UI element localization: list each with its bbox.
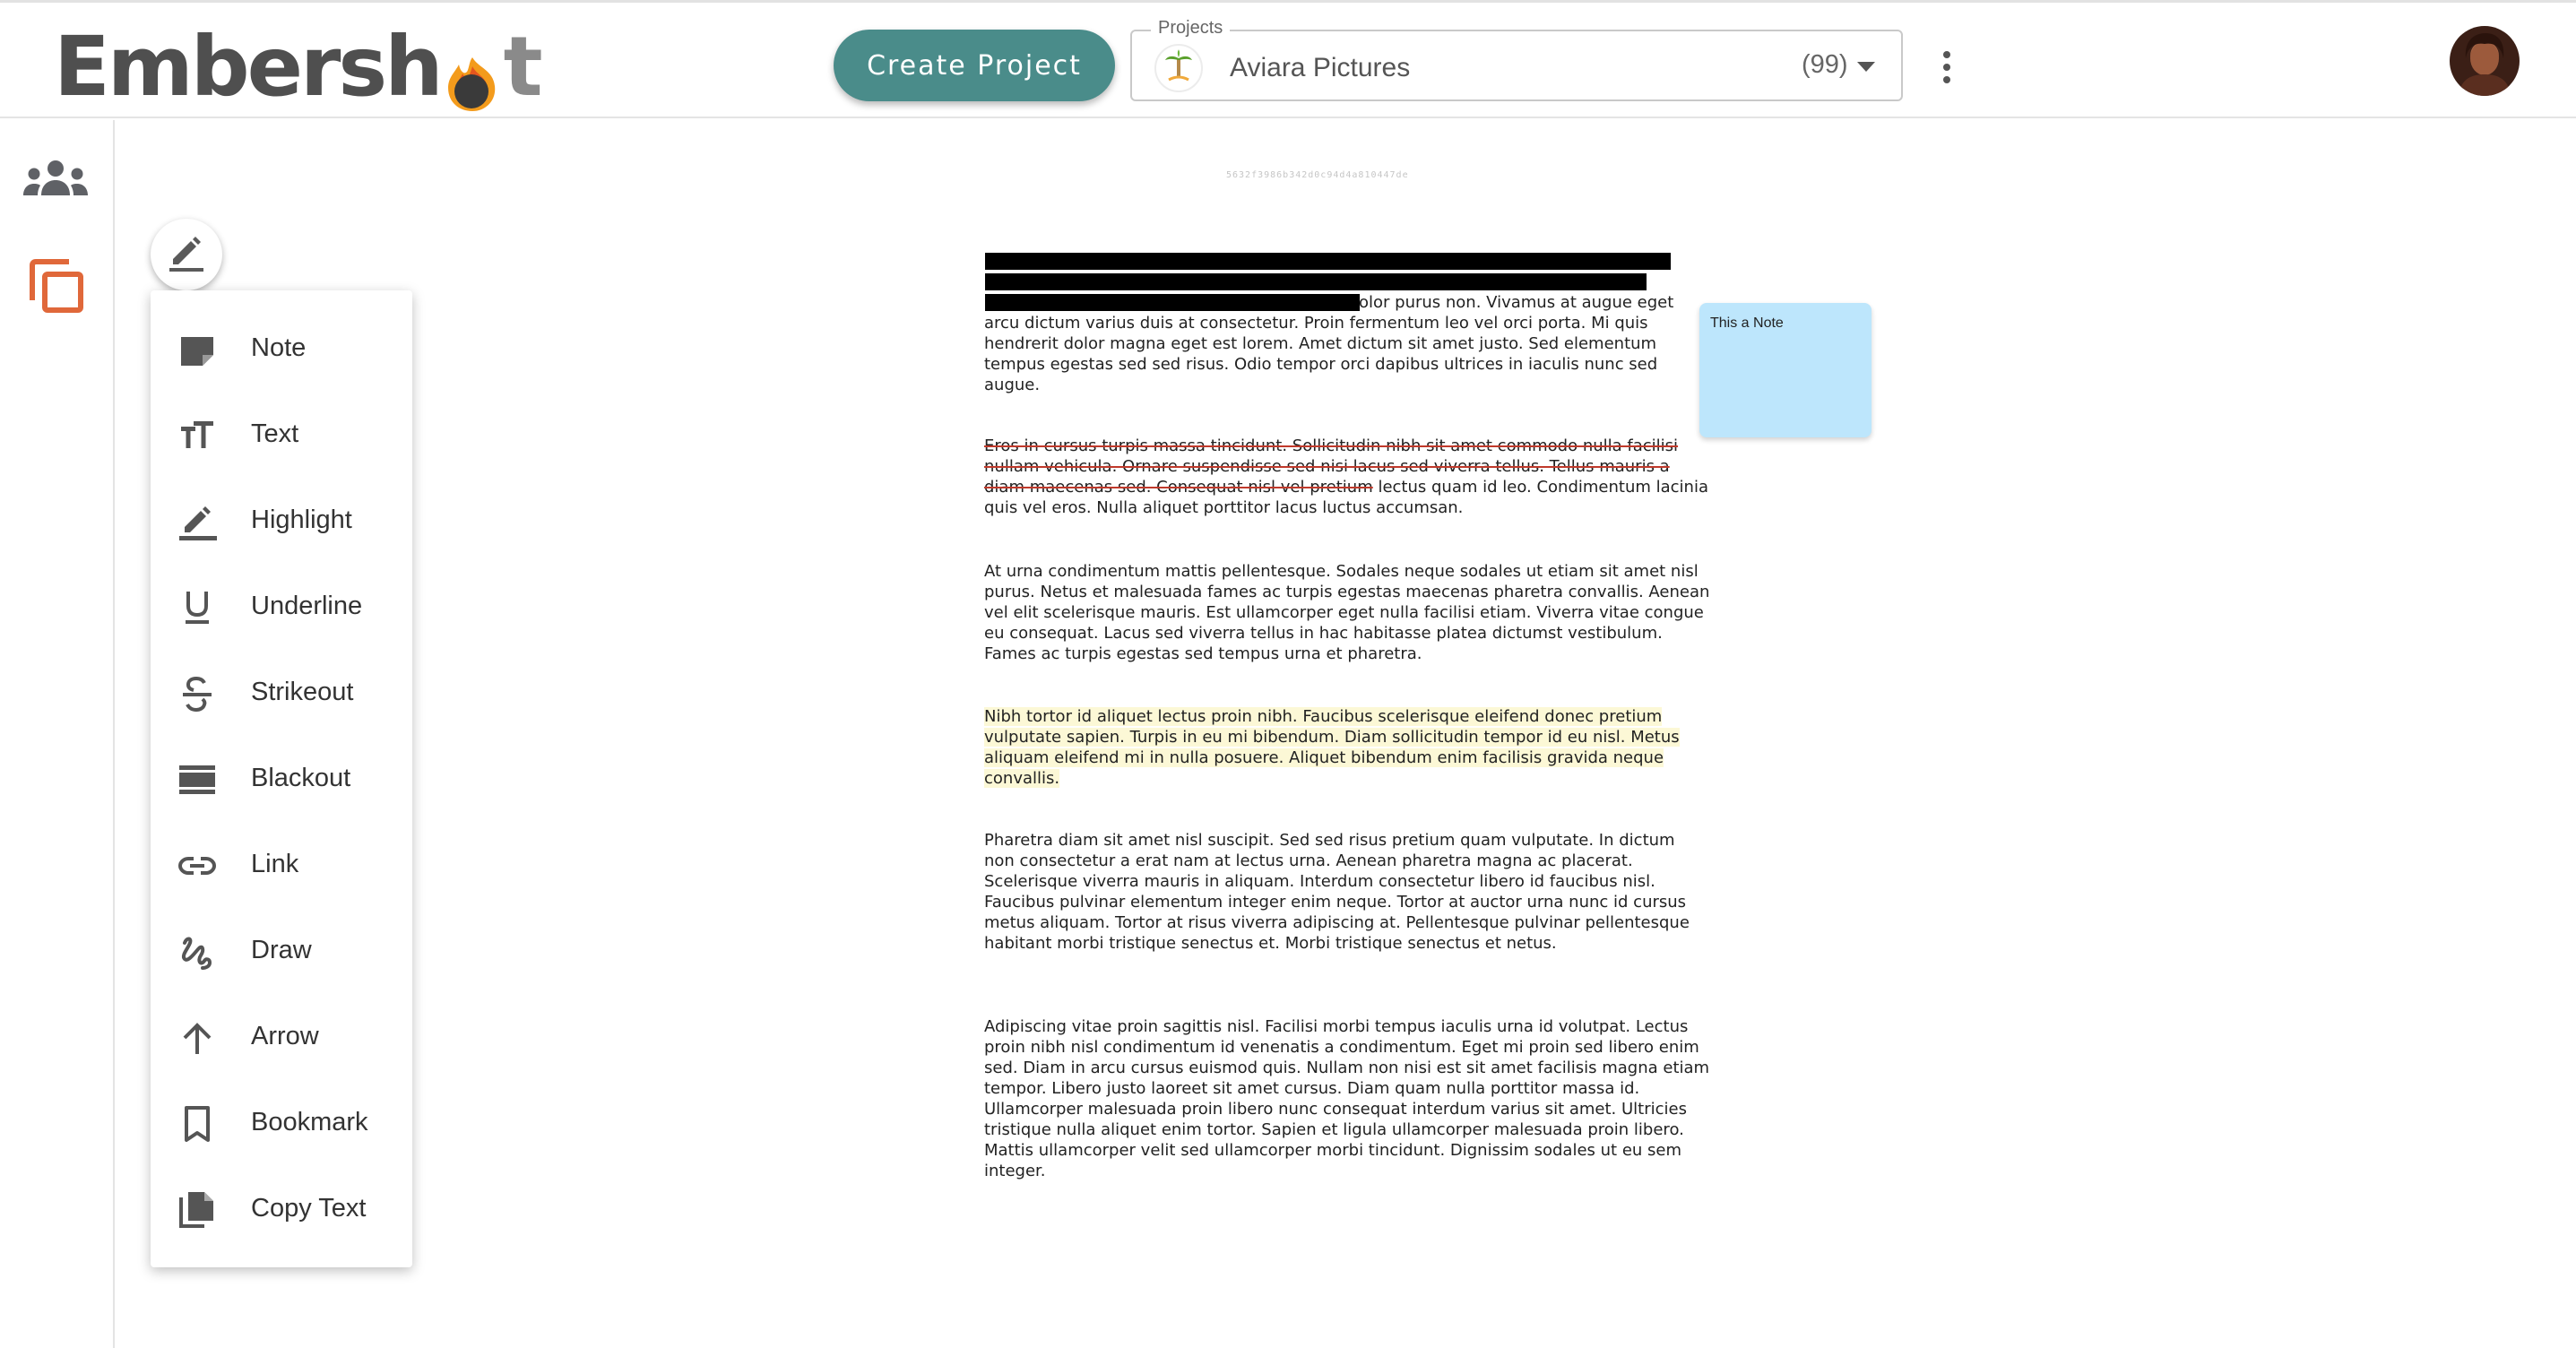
menu-item-underline[interactable] [151, 565, 412, 651]
copy-text-icon [177, 1190, 217, 1230]
sticky-note[interactable] [1699, 303, 1871, 437]
chevron-down-icon[interactable] [1857, 62, 1875, 72]
menu-item-bookmark[interactable] [151, 1081, 412, 1167]
document-paragraph [984, 561, 1710, 664]
underline-icon [177, 588, 217, 627]
menu-item-text[interactable] [151, 393, 412, 479]
menu-item-label: Highlight [251, 506, 352, 534]
menu-item-label: Copy Text [251, 1194, 367, 1223]
paragraph-text: Adipiscing vitae proin sagittis nisl. Facilisi morbi tempus iaculis urna id volutpat. Lectus proin nibh nisl condimentum id venenatis a condimentum. Eget mi proin sed libero enim sed. Diam in arcu cursus euismod quis. Nullam non nisi est sit amet facilisis magna etiam tempor. Libero justo laoreet sit amet cursus. Diam quam nulla porttitor massa id. Ullamcorper malesuada proin libero nunc consequat interdum varius sit amet. Ultricies tristique nulla aliquet enim tortor. Sapien et ligula ullamcorper malesuada proin libero. Mattis ullamcorper velit sed ullamcorper morbi tincidunt. Dignissim sodales ut eu sem integer. [984, 1017, 1710, 1180]
strikeout-annotation[interactable]: Eros in cursus turpis massa tincidunt. Sollicitudin nibh sit amet commodo nulla facilisi nullam vehicula. Ornare suspendisse sed nisi lacus sed viverra tellus. Tellus mauris a diam maecenas sed. Consequat nisl vel pretium [984, 436, 1679, 497]
strikeout-icon [177, 674, 217, 713]
document-id: 5632f3986b342d0c94d4a810447de [1226, 170, 1409, 180]
note-icon [177, 330, 217, 369]
document-paragraph [984, 706, 1710, 789]
menu-item-label: Blackout [251, 764, 351, 792]
paragraph-text: At urna condimentum mattis pellentesque. Sodales neque sodales ut etiam sit amet nisl purus. Netus et malesuada fames ac turpis egestas maecenas pharetra convallis. Aenean vel elit scelerisque mauris. Est ullamcorper eget nulla facilisi etiam. Viverra vitae congue eu consequat. Lacus sed viverra tellus in hac habitasse platea dictumst vestibulum. Fames ac turpis egestas sed tempus urna et pharetra. [984, 562, 1710, 663]
menu-item-highlight[interactable] [151, 479, 412, 565]
pencil-icon [166, 232, 207, 277]
menu-item-blackout[interactable] [151, 737, 412, 823]
menu-item-label: Underline [251, 592, 363, 620]
menu-item-label: Bookmark [251, 1108, 368, 1136]
logo-text-tail: t [503, 19, 540, 115]
annotation-menu [151, 290, 412, 1267]
menu-item-draw[interactable] [151, 909, 412, 995]
embershot-logo[interactable] [54, 19, 540, 115]
link-icon [177, 846, 217, 886]
more-vertical-icon[interactable] [1936, 48, 1958, 87]
paragraph-text: lectus quam id leo. Condimentum lacinia quis vel eros. Nulla aliquet porttitor lacus luctus accumsan. [984, 478, 1708, 517]
team-icon[interactable] [22, 156, 90, 201]
menu-item-label: Note [251, 333, 307, 362]
create-project-button[interactable]: Create Project [834, 30, 1115, 101]
highlight-annotation[interactable]: Nibh tortor id aliquet lectus proin nibh. Faucibus scelerisque eleifend donec pretium vulputate sapien. Turpis in eu mi bibendum. Diam sollicitudin tempor id eu nisl. Metus aliquam eleifend mi in nulla posuere. Aliquet bibendum enim facilisis gravida neque convallis. [984, 707, 1680, 788]
bookmark-icon [177, 1104, 217, 1144]
document-paragraph [984, 292, 1710, 395]
blackout-redaction[interactable] [985, 273, 1647, 290]
paragraph-text: Pharetra diam sit amet nisl suscipit. Sed sed risus pretium quam vulputate. In dictum non consectetur a erat nam at lectus urna. Aenean pharetra magna ac placerat. Scelerisque viverra mauris in aliquam. Interdum consectetur libero id faucibus nisl. Faucibus pulvinar elementum integer enim neque. Tortor at auctor urna nunc id cursus metus aliquam. Tortor at risus viverra adipiscing at. Pellentesque pulvinar pellentesque habitant morbi tristique senectus et. Morbi tristique senectus et netus. [984, 831, 1690, 953]
document-paragraph [984, 830, 1710, 954]
menu-item-note[interactable] [151, 307, 412, 393]
logo-text-main: Embersh [54, 19, 441, 115]
menu-item-strikeout[interactable] [151, 651, 412, 737]
blackout-redaction[interactable] [985, 253, 1671, 270]
top-bar [0, 0, 2576, 118]
projects-label: Projects [1151, 18, 1230, 39]
project-name: Aviara Pictures [1230, 53, 1411, 82]
blackout-icon [177, 760, 217, 799]
menu-item-label: Link [251, 850, 299, 878]
menu-item-link[interactable] [151, 823, 412, 909]
menu-item-label: Text [251, 419, 299, 448]
copy-stack-icon[interactable] [25, 255, 88, 317]
menu-item-label: Arrow [251, 1022, 319, 1050]
paragraph-text: olor purus non. Vivamus at augue eget arcu dictum varius duis at consectetur. Proin fermentum leo vel orci porta. Mi quis hendrerit dolor magna eget est lorem. Amet dictum sit amet justo. Sed elementum tempus egestas sed sed risus. Odio tempor orci dapibus ultrices in iaculis nunc sed augue. [984, 293, 1674, 394]
highlight-icon [177, 502, 217, 541]
menu-item-label: Strikeout [251, 678, 354, 706]
menu-item-label: Draw [251, 936, 312, 964]
project-count: (99) [1802, 50, 1848, 79]
menu-item-copy-text[interactable] [151, 1167, 412, 1253]
project-logo-icon [1154, 44, 1203, 92]
annotate-fab-button[interactable] [151, 219, 222, 290]
left-sidebar [0, 120, 115, 1348]
arrow-up-icon [177, 1018, 217, 1058]
document-paragraph [984, 1016, 1710, 1181]
note-text: This a Note [1710, 315, 1784, 331]
user-avatar[interactable] [2450, 26, 2520, 96]
menu-item-arrow[interactable] [151, 995, 412, 1081]
document-paragraph [984, 436, 1710, 518]
flame-ball-icon [443, 44, 502, 103]
text-size-icon [177, 416, 217, 455]
draw-icon [177, 932, 217, 972]
